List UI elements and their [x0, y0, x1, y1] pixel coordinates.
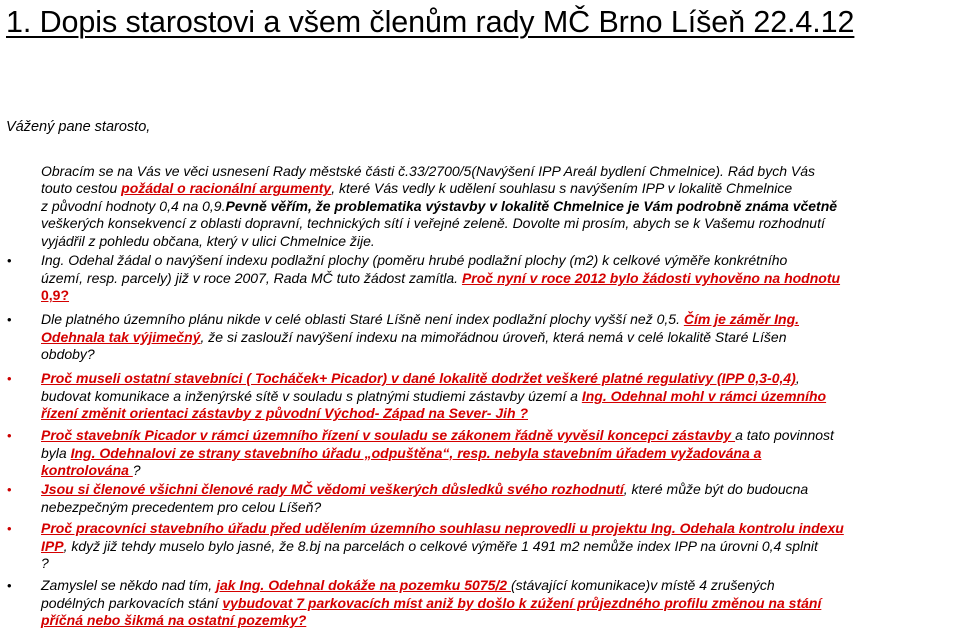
- bullet-icon: •: [7, 482, 12, 497]
- intro-line: z původní hodnoty 0,4 na 0,9.Pevně věřím, že problematika výstavby v lokalitě Chmelnice je Vám podrobně známa včetně: [41, 197, 838, 214]
- highlight-text: IPP: [41, 537, 64, 554]
- highlight-text: Proč nyní v roce 2012 bylo žádosti vyhověno na hodnotu: [461, 269, 841, 286]
- highlight-text: Odehnala tak výjimečný: [41, 328, 201, 345]
- bullet-icon: •: [7, 312, 12, 327]
- highlight-text: Jsou si členové všichni členové rady MČ vědomi veškerých důsledků svého rozhodnutí: [41, 481, 624, 497]
- intro-line: vyjádřil z pohledu občana, který v ulici Chmelnice žije.: [41, 232, 375, 249]
- highlight-text: řízení změnit orientaci zástavby z původní Východ- Západ na Sever- Jih ?: [41, 405, 528, 422]
- highlight-text: požádal o racionální argumenty: [121, 180, 332, 197]
- highlight-text: Ing. Odehnal mohl v rámci územního: [581, 387, 827, 404]
- highlight-text: Ing. Odehnalovi ze strany stavebního úřadu „odpuštěna“, resp. nebyla stavebním úřadem vyžadována a: [70, 444, 762, 461]
- intro-line: touto cestou požádal o racionální argumenty, které Vás vedly k udělení souhlasu s navýšením IPP v lokalitě Chmelnice: [41, 180, 793, 197]
- page-title: 1. Dopis starostovi a všem členům rady MČ Brno Líšeň 22.4.12: [6, 5, 855, 39]
- bullet-icon: •: [7, 521, 12, 536]
- highlight-text: příčná nebo šikmá na ostatní pozemky?: [41, 612, 307, 629]
- highlight-text: vybudovat 7 parkovacích míst aniž by došlo k zúžení průjezdného profilu změnou na stání: [222, 594, 822, 611]
- intro-line: veškerých konsekvencí z oblasti dopravní, technických sítí i veřejné zeleně. Dovolte mi prosím, abych se k Vašemu rozhodnutí: [41, 215, 825, 232]
- highlight-text: kontrolována: [41, 462, 133, 479]
- bullet-icon: •: [7, 253, 12, 268]
- intro-line: Obracím se na Vás ve věci usnesení Rady městské části č.33/2700/5(Navýšení IPP Areál bydlení Chmelnice). Rád bych Vás: [41, 163, 815, 179]
- highlight-text: Proč stavebník Picador v rámci územního řízení v souladu se zákonem řádně vyvěsil koncepci zástavby: [41, 427, 736, 443]
- highlight-text: Proč museli ostatní stavebníci ( Tocháček+ Picador) v dané lokalitě dodržet veškeré platné regulativy (IPP 0,3-0,4): [41, 370, 796, 386]
- bullet-icon: •: [7, 371, 12, 386]
- intro-paragraph: [41, 163, 941, 250]
- greeting: Vážený pane starosto,: [6, 119, 151, 135]
- bullet-icon: •: [7, 578, 12, 593]
- highlight-text: Proč pracovníci stavebního úřadu před udělením územního souhlasu neprovedli u projektu Ing. Odehala kontrolu indexu: [41, 520, 844, 536]
- highlight-text: Čím je záměr Ing.: [683, 311, 800, 327]
- highlight-text: jak Ing. Odehnal dokáže na pozemku 5075/2: [216, 577, 511, 593]
- highlight-text: 0,9?: [41, 287, 70, 304]
- bullet-icon: •: [7, 428, 12, 443]
